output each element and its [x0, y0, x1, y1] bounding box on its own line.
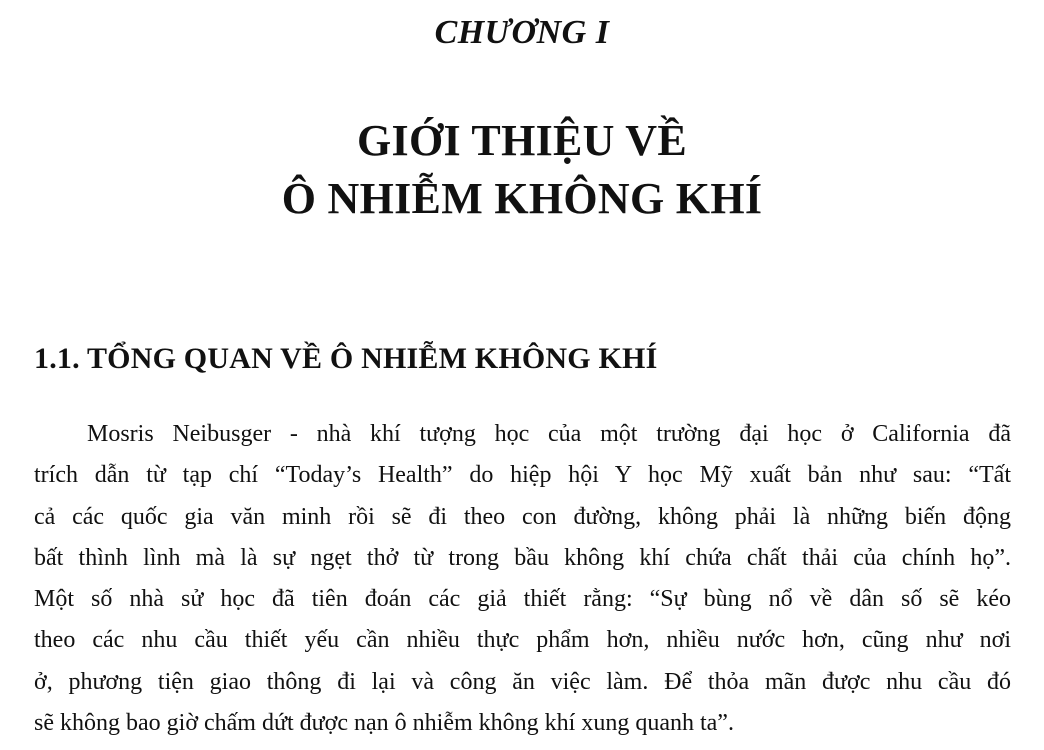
paragraph-line: sẽ không bao giờ chấm dứt được nạn ô nhiễm không khí xung quanh ta”. — [34, 710, 734, 737]
paragraph-line: cả các quốc gia văn minh rồi sẽ đi theo con đường, không phải là những biến động — [34, 503, 1011, 530]
chapter-title-line: GIỚI THIỆU VỀ — [357, 116, 687, 165]
chapter-title-line: Ô NHIỄM KHÔNG KHÍ — [281, 174, 763, 223]
paragraph-line: Mosris Neibusger - nhà khí tượng học của một trường đại học ở California đã — [87, 421, 1011, 447]
paragraph-line: ở, phương tiện giao thông đi lại và công ăn việc làm. Để thỏa mãn được nhu cầu đó — [34, 668, 1011, 695]
chapter-title — [0, 112, 1044, 228]
paragraph-line: trích dẫn từ tạp chí “Today’s Health” do hiệp hội Y học Mỹ xuất bản như sau: “Tất — [34, 462, 1011, 489]
chapter-label: CHƯƠNG I — [434, 14, 610, 51]
paragraph-line: theo các nhu cầu thiết yếu cần nhiều thực phẩm hơn, nhiều nước hơn, cũng như nơi — [34, 627, 1011, 654]
paragraph-line: Một số nhà sử học đã tiên đoán các giả thiết rằng: “Sự bùng nổ về dân số sẽ kéo — [34, 586, 1011, 613]
paragraph-line: bất thình lình mà là sự ngẹt thở từ trong bầu không khí chứa chất thải của chính họ”. — [34, 544, 1011, 571]
section-heading: 1.1. TỔNG QUAN VỀ Ô NHIỄM KHÔNG KHÍ — [34, 342, 658, 375]
body-paragraph — [34, 414, 1011, 744]
